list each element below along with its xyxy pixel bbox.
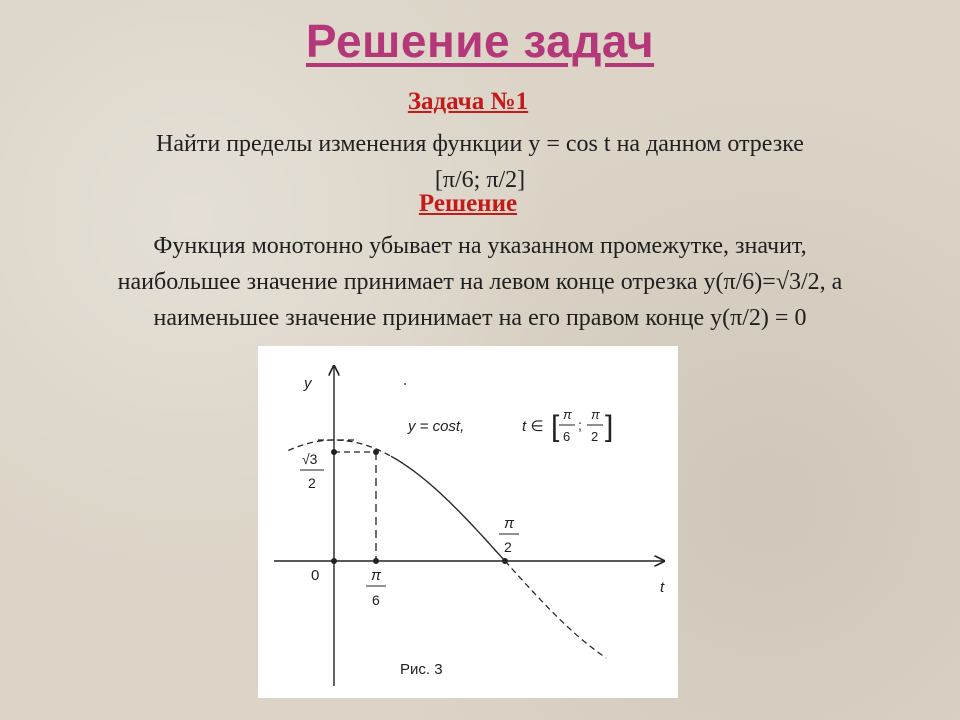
y-axis-label: y: [304, 375, 312, 392]
cosine-curve-solid: [391, 456, 505, 561]
solution-title: Решение: [418, 190, 518, 217]
formula-b-num: π: [591, 407, 600, 422]
formula-b-den: 2: [591, 429, 599, 444]
point-sqrt3-on-axis: [331, 449, 337, 455]
formula-a-den: 6: [563, 429, 571, 444]
point-curve-pi6: [373, 449, 379, 455]
problem-interval: [π/6; π/2]: [434, 167, 526, 193]
solution-text: [30, 228, 930, 336]
x-tick-pi2-num: π: [504, 515, 515, 532]
cosine-graph-figure: [258, 346, 678, 698]
x-tick-pi2-den: 2: [504, 539, 512, 555]
formula-a-num: π: [563, 407, 572, 422]
cosine-curve-dashed-right: [505, 561, 606, 658]
solution-line-2: наибольшее значение принимает на левом конце отрезка y(π/6)=√3/2, а: [117, 269, 843, 295]
solution-line-3: наименьшее значение принимает на его правом конце y(π/2) = 0: [153, 305, 807, 331]
problem-line: Найти пределы изменения функции y = cos t на данном отрезке: [156, 131, 804, 157]
problem-title: Задача №1: [407, 88, 529, 115]
formula-domain: t ∈: [522, 418, 544, 435]
slide-title: Решение задач: [305, 15, 655, 67]
solution-line-1: Функция монотонно убывает на указанном промежутке, значит,: [153, 233, 807, 259]
point-pi2: [502, 558, 508, 564]
formula-separator: ;: [578, 417, 582, 433]
problem-statement: [60, 126, 900, 198]
t-axis-label: t: [660, 579, 665, 596]
x-tick-pi6-num: π: [371, 567, 382, 584]
point-pi6-on-axis: [373, 558, 379, 564]
formula-bracket-right: ]: [605, 410, 614, 443]
figure-caption: Рис. 3: [400, 661, 443, 678]
cosine-graph: [258, 346, 678, 698]
x-tick-pi6-den: 6: [372, 592, 380, 608]
point-origin-axis: [331, 558, 337, 564]
stray-dot: [404, 383, 406, 385]
y-tick-sqrt3: √3: [302, 451, 318, 467]
y-tick-2: 2: [308, 475, 316, 491]
origin-label: 0: [311, 567, 320, 584]
formula-function: y = cost,: [408, 418, 465, 435]
formula-bracket-left: [: [551, 410, 560, 443]
